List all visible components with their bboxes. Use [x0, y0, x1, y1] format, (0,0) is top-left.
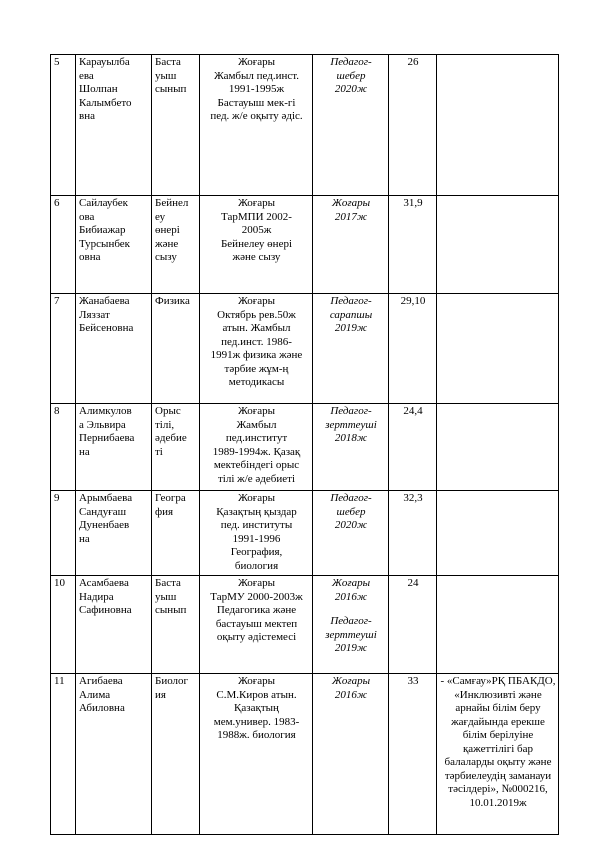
teacher-name-line: ова: [79, 210, 95, 223]
teacher-name-cell: [76, 196, 152, 294]
education-line: мем.универ. 1983-: [213, 715, 300, 728]
row-number: 8: [54, 405, 60, 417]
teacher-name-line: Асамбаева: [79, 577, 129, 589]
row-number-cell: [51, 674, 76, 835]
category-cell: [313, 55, 389, 196]
subject-line: Бейнел: [155, 197, 189, 209]
category-line: [316, 604, 386, 615]
subject-line: ия: [155, 688, 166, 701]
education-line: ТарМПИ 2002-: [221, 210, 292, 223]
education-cell: [200, 674, 313, 835]
course-line: жағдайында ерекше: [451, 715, 545, 728]
experience-value: 32,3: [403, 492, 423, 504]
subject-cell: [152, 294, 200, 404]
category-line: Жоғары: [331, 675, 371, 687]
staff-table: [50, 54, 559, 835]
category-cell: [313, 196, 389, 294]
courses-cell: [437, 404, 559, 491]
education-line: 1989-1994ж. Қазақ: [212, 445, 301, 458]
education-line: 1991-1996: [232, 532, 281, 545]
category-line: Педагог-: [330, 56, 372, 68]
experience-value: 33: [407, 675, 419, 687]
teacher-name-line: Сайлаубек: [79, 197, 128, 209]
course-line: тәсілдері», №000216,: [448, 783, 548, 795]
education-line: Қазақтың: [234, 702, 279, 714]
subject-line: өнері: [155, 224, 180, 236]
category-line: зерттеуші: [325, 418, 377, 431]
education-line: Жоғары: [237, 197, 276, 209]
education-line: Жамбыл: [236, 418, 277, 431]
category-line: 2019ж: [334, 322, 368, 334]
teacher-name-cell: [76, 55, 152, 196]
category-cell: [313, 674, 389, 835]
category-line: шебер: [336, 69, 366, 82]
subject-line: Баста: [155, 56, 181, 68]
education-line: Жамбыл пед.инст.: [213, 69, 299, 82]
subject-line: уыш: [155, 69, 177, 82]
education-line: атын. Жамбыл: [222, 322, 291, 334]
subject-cell: [152, 196, 200, 294]
category-line: Педагог-: [330, 492, 372, 504]
table-row: [51, 404, 559, 491]
education-line: Жоғары: [237, 56, 276, 68]
staff-table-body: [51, 55, 559, 835]
teacher-name-line: ева: [79, 69, 94, 82]
category-cell: [313, 576, 389, 674]
teacher-name-cell: [76, 404, 152, 491]
table-row: [51, 196, 559, 294]
row-number-cell: [51, 491, 76, 576]
category-cell: [313, 294, 389, 404]
teacher-name-line: Агибаева: [79, 675, 123, 687]
teacher-name-line: Шолпан: [79, 83, 118, 95]
courses-cell: [437, 674, 559, 835]
table-row: [51, 55, 559, 196]
category-line: Педагог-: [330, 615, 372, 627]
teacher-name-line: Арымбаева: [79, 492, 133, 504]
row-number: 9: [54, 492, 60, 504]
teacher-name-line: на: [79, 445, 90, 458]
course-line: қажеттілігі бар: [462, 742, 534, 755]
category-line: 2019ж: [334, 642, 368, 654]
education-line: биология: [234, 559, 279, 572]
experience-cell: [389, 404, 437, 491]
education-line: Қазақтың қыздар: [216, 505, 297, 518]
courses-cell: [437, 196, 559, 294]
experience-value: 31,9: [403, 197, 423, 209]
teacher-name-cell: [76, 576, 152, 674]
category-line: Жоғары: [331, 197, 371, 209]
teacher-name-line: Сандуғаш: [79, 505, 127, 518]
row-number: 7: [54, 295, 60, 307]
table-row: [51, 491, 559, 576]
experience-cell: [389, 674, 437, 835]
education-line: пед. институты: [220, 519, 293, 531]
subject-line: фия: [155, 505, 174, 518]
education-cell: [200, 576, 313, 674]
subject-cell: [152, 55, 200, 196]
teacher-name-cell: [76, 491, 152, 576]
subject-line: тілі,: [155, 418, 175, 431]
education-line: тәрбие жұм-ң: [224, 362, 289, 375]
row-number-cell: [51, 196, 76, 294]
education-line: пед. ж/е оқыту әдіс.: [210, 110, 303, 122]
teacher-name-line: Бибиажар: [79, 224, 126, 236]
teacher-name-line: а Эльвира: [79, 418, 126, 431]
experience-value: 24,4: [403, 405, 423, 417]
subject-line: Геогра: [155, 492, 186, 504]
education-line: Жоғары: [237, 492, 276, 504]
education-line: С.М.Киров атын.: [216, 688, 297, 701]
education-line: 1991-1995ж: [228, 83, 285, 95]
row-number: 5: [54, 56, 60, 68]
experience-cell: [389, 294, 437, 404]
courses-cell: [437, 576, 559, 674]
category-cell: [313, 404, 389, 491]
education-line: 1991ж физика және: [210, 349, 303, 361]
course-line: - «Самғау»РҚ ПБАКДО,: [440, 675, 556, 687]
experience-value: 26: [407, 56, 419, 68]
teacher-name-line: Абиловна: [79, 702, 125, 714]
experience-cell: [389, 576, 437, 674]
course-line: тәрбиелеудің заманауи: [444, 769, 552, 782]
row-number: 10: [54, 577, 65, 589]
subject-line: Биолог: [155, 675, 189, 687]
teacher-name-line: Дуненбаев: [79, 519, 130, 531]
teacher-name-line: Алимкулов: [79, 405, 132, 417]
teacher-name-line: вна: [79, 110, 95, 122]
category-line: шебер: [336, 505, 366, 518]
experience-cell: [389, 196, 437, 294]
teacher-name-cell: [76, 674, 152, 835]
course-line: «Инклюзивті және: [454, 688, 542, 701]
subject-line: сынып: [155, 604, 187, 616]
subject-cell: [152, 576, 200, 674]
subject-line: әдебие: [155, 432, 187, 444]
category-line: Жоғары: [331, 577, 371, 589]
category-cell: [313, 491, 389, 576]
category-line: 2020ж: [334, 83, 368, 95]
education-line: Жоғары: [237, 405, 276, 417]
category-line: зерттеуші: [325, 628, 377, 641]
education-line: ТарМУ 2000-2003ж: [210, 590, 303, 603]
row-number-cell: [51, 576, 76, 674]
education-line: методикасы: [228, 376, 285, 388]
education-line: Жоғары: [237, 295, 276, 307]
subject-line: және: [155, 237, 179, 250]
subject-line: Баста: [155, 577, 181, 589]
category-line: Педагог-: [330, 405, 372, 417]
row-number-cell: [51, 294, 76, 404]
teacher-name-line: Калымбето: [79, 96, 132, 109]
table-row: [51, 674, 559, 835]
education-cell: [200, 491, 313, 576]
education-line: Жоғары: [237, 577, 276, 589]
education-line: 2005ж: [241, 224, 272, 236]
category-line: 2020ж: [334, 519, 368, 531]
category-line: 2016ж: [334, 688, 368, 701]
education-line: Бастауыш мек-гі: [217, 96, 296, 109]
subject-line: уыш: [155, 590, 177, 603]
row-number: 6: [54, 197, 60, 209]
education-line: Жоғары: [237, 675, 276, 687]
courses-cell: [437, 491, 559, 576]
education-line: тілі ж/е әдебиеті: [217, 472, 296, 485]
teacher-name-line: Турсынбек: [79, 237, 131, 250]
education-line: География,: [230, 546, 283, 558]
category-line: Педагог-: [330, 295, 372, 307]
education-cell: [200, 404, 313, 491]
course-line: балаларды оқыту және: [444, 756, 552, 768]
course-line: 10.01.2019ж: [469, 796, 527, 809]
education-line: және сызу: [232, 251, 281, 263]
education-cell: [200, 294, 313, 404]
category-line: 2016ж: [334, 590, 368, 603]
teacher-name-line: Ляззат: [79, 308, 110, 321]
subject-cell: [152, 674, 200, 835]
experience-cell: [389, 55, 437, 196]
table-row: [51, 576, 559, 674]
education-line: Октябрь рев.50ж: [217, 308, 296, 321]
education-line: 1988ж. биология: [217, 729, 296, 741]
category-line: 2018ж: [334, 432, 368, 444]
teacher-name-line: Жанабаева: [79, 295, 130, 307]
teacher-name-line: Надира: [79, 590, 114, 603]
teacher-name-line: овна: [79, 251, 101, 263]
education-cell: [200, 55, 313, 196]
education-line: Педагогика және: [216, 604, 297, 616]
teacher-name-line: Бейсеновна: [79, 322, 134, 334]
category-line: 2017ж: [334, 210, 368, 223]
courses-cell: [437, 55, 559, 196]
teacher-name-line: на: [79, 532, 90, 545]
education-line: пед.институт: [225, 432, 288, 444]
teacher-name-line: Сафиновна: [79, 604, 132, 616]
course-line: арнайы білім беру: [455, 702, 541, 714]
experience-cell: [389, 491, 437, 576]
row-number-cell: [51, 55, 76, 196]
subject-cell: [152, 404, 200, 491]
category-line: сарапшы: [329, 308, 373, 321]
education-line: оқыту әдістемесі: [216, 631, 297, 643]
courses-cell: [437, 294, 559, 404]
subject-line: ті: [155, 445, 163, 458]
education-line: пед.инст. 1986-: [221, 335, 292, 348]
teacher-name-cell: [76, 294, 152, 404]
teacher-name-line: Пернибаева: [79, 432, 135, 444]
row-number: 11: [54, 675, 65, 687]
subject-line: сызу: [155, 251, 177, 263]
course-line: білім берілуіне: [462, 729, 534, 741]
subject-line: Физика: [155, 295, 190, 307]
education-cell: [200, 196, 313, 294]
experience-value: 24: [407, 577, 419, 589]
subject-line: еу: [155, 210, 166, 223]
subject-line: сынып: [155, 83, 187, 95]
teacher-name-line: Карауылба: [79, 56, 130, 68]
education-line: бастауыш мектеп: [215, 617, 298, 630]
subject-cell: [152, 491, 200, 576]
education-line: мектебіндегі орыс: [213, 459, 300, 471]
education-line: Бейнелеу өнері: [220, 237, 293, 250]
row-number-cell: [51, 404, 76, 491]
experience-value: 29,10: [400, 295, 426, 307]
subject-line: Орыс: [155, 405, 181, 417]
teacher-name-line: Алима: [79, 688, 111, 701]
table-row: [51, 294, 559, 404]
